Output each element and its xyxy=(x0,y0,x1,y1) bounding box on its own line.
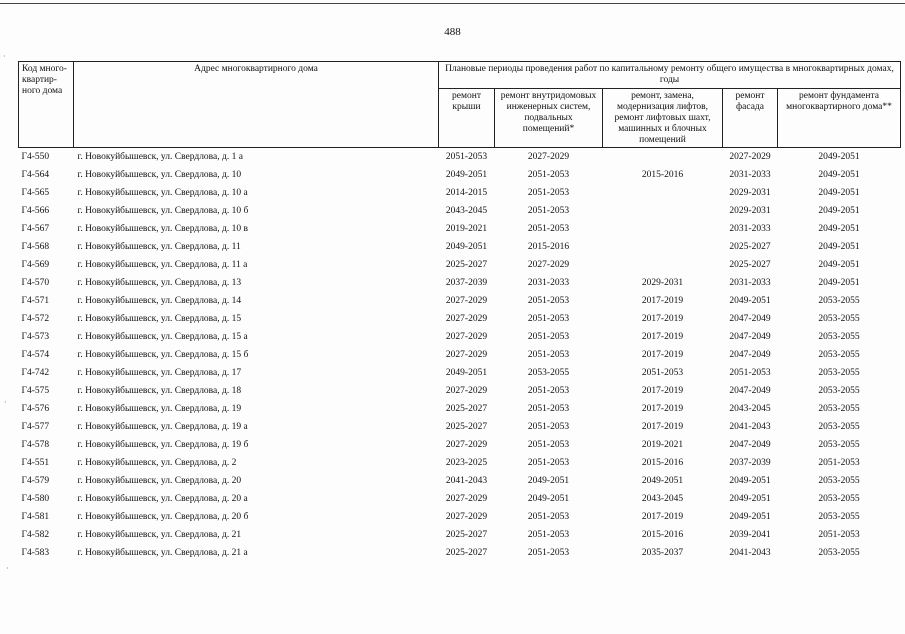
cell-elevators xyxy=(603,202,723,220)
cell-systems: 2051-2053 xyxy=(527,458,570,468)
cell-systems: 2015-2016 xyxy=(527,242,570,252)
table-row xyxy=(19,544,901,562)
cell-code: Г4-579 xyxy=(21,476,50,486)
cell-elevators xyxy=(603,184,723,202)
cell-systems: 2051-2053 xyxy=(527,548,570,558)
cell-elevators: 2049-2051 xyxy=(641,476,684,486)
cell-foundation: 2049-2051 xyxy=(818,170,860,180)
cell-roof: 2027-2029 xyxy=(445,332,488,342)
cell-roof: 2049-2051 xyxy=(445,368,488,378)
table-row xyxy=(19,220,901,238)
cell-facade: 2047-2049 xyxy=(729,350,771,360)
table-row xyxy=(19,166,901,184)
cell-facade: 2049-2051 xyxy=(729,494,771,504)
cell-roof: 2025-2027 xyxy=(445,404,488,414)
cell-code: Г4-572 xyxy=(21,314,50,324)
cell-systems: 2051-2053 xyxy=(527,404,570,414)
cell-address: г. Новокуйбышевск, ул. Свердлова, д. 1 а xyxy=(77,152,243,162)
cell-facade: 2029-2031 xyxy=(729,188,771,198)
cell-foundation: 2049-2051 xyxy=(818,206,860,216)
table-row xyxy=(19,490,901,508)
cell-systems: 2051-2053 xyxy=(527,350,570,360)
cell-foundation: 2053-2055 xyxy=(818,422,860,432)
cell-code: Г4-565 xyxy=(21,188,50,198)
cell-elevators: 2015-2016 xyxy=(641,458,684,468)
cell-roof: 2025-2027 xyxy=(445,422,488,432)
cell-elevators: 2015-2016 xyxy=(641,530,684,540)
cell-address: г. Новокуйбышевск, ул. Свердлова, д. 10 в xyxy=(77,224,248,234)
cell-facade: 2031-2033 xyxy=(729,278,771,288)
table-header xyxy=(19,62,901,148)
cell-foundation: 2053-2055 xyxy=(818,512,860,522)
table-row xyxy=(19,184,901,202)
table-row xyxy=(19,148,901,167)
cell-roof: 2027-2029 xyxy=(445,350,488,360)
cell-code: Г4-742 xyxy=(21,368,50,378)
cell-facade: 2029-2031 xyxy=(729,206,771,216)
cell-code: Г4-575 xyxy=(21,386,50,396)
cell-facade: 2031-2033 xyxy=(729,170,771,180)
cell-roof: 2027-2029 xyxy=(445,494,488,504)
cell-facade: 2025-2027 xyxy=(729,260,771,270)
cell-systems: 2051-2053 xyxy=(527,188,570,198)
cell-address: г. Новокуйбышевск, ул. Свердлова, д. 20 б xyxy=(77,512,249,522)
table-row xyxy=(19,400,901,418)
table-row xyxy=(19,328,901,346)
table-row xyxy=(19,436,901,454)
cell-foundation: 2049-2051 xyxy=(818,278,860,288)
cell-foundation: 2049-2051 xyxy=(818,188,860,198)
cell-address: г. Новокуйбышевск, ул. Свердлова, д. 10 а xyxy=(77,188,248,198)
cell-systems: 2051-2053 xyxy=(527,224,570,234)
cell-systems: 2051-2053 xyxy=(527,512,570,522)
cell-address: г. Новокуйбышевск, ул. Свердлова, д. 20 а xyxy=(77,494,248,504)
cell-systems: 2051-2053 xyxy=(527,314,570,324)
cell-code: Г4-576 xyxy=(21,404,50,414)
cell-code: Г4-577 xyxy=(21,422,50,432)
cell-code: Г4-551 xyxy=(21,458,50,468)
cell-roof: 2041-2043 xyxy=(445,476,488,486)
cell-elevators xyxy=(603,220,723,238)
table-row xyxy=(19,526,901,544)
cell-systems: 2051-2053 xyxy=(527,386,570,396)
cell-elevators: 2017-2019 xyxy=(641,404,684,414)
cell-address: г. Новокуйбышевск, ул. Свердлова, д. 18 xyxy=(77,386,242,396)
cell-address: г. Новокуйбышевск, ул. Свердлова, д. 14 xyxy=(77,296,242,306)
cell-address: г. Новокуйбышевск, ул. Свердлова, д. 19 а xyxy=(77,422,248,432)
cell-foundation: 2053-2055 xyxy=(818,314,860,324)
cell-address: г. Новокуйбышевск, ул. Свердлова, д. 19 б xyxy=(77,440,249,450)
header-roof: ремонт крыши xyxy=(439,89,495,148)
cell-systems: 2049-2051 xyxy=(527,494,570,504)
cell-foundation: 2053-2055 xyxy=(818,368,860,378)
cell-code: Г4-564 xyxy=(21,170,50,180)
cell-foundation: 2053-2055 xyxy=(818,404,860,414)
cell-roof: 2027-2029 xyxy=(445,296,488,306)
table-row xyxy=(19,238,901,256)
margin-mark: · xyxy=(6,564,9,573)
cell-code: Г4-578 xyxy=(21,440,50,450)
cell-foundation: 2053-2055 xyxy=(818,386,860,396)
cell-address: г. Новокуйбышевск, ул. Свердлова, д. 11 а xyxy=(77,260,248,270)
table-row xyxy=(19,472,901,490)
cell-facade: 2041-2043 xyxy=(729,548,771,558)
cell-code: Г4-569 xyxy=(21,260,50,270)
cell-address: г. Новокуйбышевск, ул. Свердлова, д. 19 xyxy=(77,404,242,414)
cell-elevators: 2017-2019 xyxy=(641,296,684,306)
cell-code: Г4-571 xyxy=(21,296,50,306)
cell-facade: 2025-2027 xyxy=(729,242,771,252)
cell-elevators xyxy=(603,256,723,274)
header-systems: ремонт внутридомовых инженерных систем, подвальных помещений* xyxy=(495,89,603,148)
cell-facade: 2049-2051 xyxy=(729,476,771,486)
repair-schedule-table-area xyxy=(18,61,900,562)
cell-systems: 2051-2053 xyxy=(527,170,570,180)
cell-address: г. Новокуйбышевск, ул. Свердлова, д. 10 xyxy=(77,170,242,180)
cell-roof: 2027-2029 xyxy=(445,386,488,396)
cell-facade: 2027-2029 xyxy=(729,152,771,162)
cell-foundation: 2049-2051 xyxy=(818,260,860,270)
cell-address: г. Новокуйбышевск, ул. Свердлова, д. 13 xyxy=(77,278,242,288)
cell-roof: 2049-2051 xyxy=(445,170,488,180)
cell-elevators: 2019-2021 xyxy=(641,440,684,450)
cell-elevators: 2035-2037 xyxy=(641,548,684,558)
cell-elevators: 2017-2019 xyxy=(641,386,684,396)
cell-address: г. Новокуйбышевск, ул. Свердлова, д. 2 xyxy=(77,458,237,468)
cell-systems: 2027-2029 xyxy=(527,260,570,270)
cell-facade: 2043-2045 xyxy=(729,404,771,414)
cell-foundation: 2051-2053 xyxy=(818,530,860,540)
cell-roof: 2025-2027 xyxy=(445,530,488,540)
cell-roof: 2037-2039 xyxy=(445,278,488,288)
cell-code: Г4-550 xyxy=(21,152,50,162)
cell-code: Г4-568 xyxy=(21,242,50,252)
cell-systems: 2049-2051 xyxy=(527,476,570,486)
cell-facade: 2047-2049 xyxy=(729,440,771,450)
page-number: 488 xyxy=(444,26,461,38)
table-row xyxy=(19,346,901,364)
table-row xyxy=(19,382,901,400)
cell-address: г. Новокуйбышевск, ул. Свердлова, д. 21 xyxy=(77,530,242,540)
cell-elevators xyxy=(603,148,723,167)
cell-address: г. Новокуйбышевск, ул. Свердлова, д. 21 а xyxy=(77,548,248,558)
table-row xyxy=(19,508,901,526)
cell-roof: 2049-2051 xyxy=(445,242,488,252)
cell-facade: 2049-2051 xyxy=(729,296,771,306)
cell-address: г. Новокуйбышевск, ул. Свердлова, д. 11 xyxy=(77,242,241,252)
cell-foundation: 2049-2051 xyxy=(818,152,860,162)
table-row xyxy=(19,310,901,328)
header-foundation: ремонт фундамента многоквартирного дома** xyxy=(778,89,901,148)
cell-facade: 2047-2049 xyxy=(729,386,771,396)
cell-roof: 2014-2015 xyxy=(445,188,488,198)
table-row xyxy=(19,418,901,436)
header-elevators: ремонт, замена, модернизация лифтов, ремонт лифтовых шахт, машинных и блочных помещений xyxy=(603,89,723,148)
cell-facade: 2051-2053 xyxy=(729,368,771,378)
cell-systems: 2051-2053 xyxy=(527,296,570,306)
cell-facade: 2049-2051 xyxy=(729,512,771,522)
cell-code: Г4-567 xyxy=(21,224,50,234)
cell-systems: 2053-2055 xyxy=(527,368,570,378)
cell-facade: 2039-2041 xyxy=(729,530,771,540)
cell-foundation: 2053-2055 xyxy=(818,548,860,558)
cell-systems: 2031-2033 xyxy=(527,278,570,288)
top-rule xyxy=(0,3,905,4)
cell-foundation: 2053-2055 xyxy=(818,476,860,486)
cell-code: Г4-581 xyxy=(21,512,50,522)
table-row xyxy=(19,364,901,382)
cell-facade: 2041-2043 xyxy=(729,422,771,432)
cell-address: г. Новокуйбышевск, ул. Свердлова, д. 10 б xyxy=(77,206,249,216)
cell-roof: 2027-2029 xyxy=(445,512,488,522)
cell-systems: 2051-2053 xyxy=(527,440,570,450)
cell-foundation: 2053-2055 xyxy=(818,494,860,504)
cell-address: г. Новокуйбышевск, ул. Свердлова, д. 15 б xyxy=(77,350,249,360)
cell-systems: 2027-2029 xyxy=(527,152,570,162)
cell-address: г. Новокуйбышевск, ул. Свердлова, д. 15 xyxy=(77,314,242,324)
cell-address: г. Новокуйбышевск, ул. Свердлова, д. 17 xyxy=(77,368,242,378)
repair-schedule-table xyxy=(18,61,901,562)
header-facade: ремонт фасада xyxy=(723,89,778,148)
cell-elevators: 2017-2019 xyxy=(641,332,684,342)
cell-address: г. Новокуйбышевск, ул. Свердлова, д. 15 а xyxy=(77,332,248,342)
cell-elevators: 2043-2045 xyxy=(641,494,684,504)
header-code: Код много-квартир-ного дома xyxy=(19,62,74,148)
cell-foundation: 2049-2051 xyxy=(818,224,860,234)
cell-code: Г4-574 xyxy=(21,350,50,360)
cell-elevators: 2029-2031 xyxy=(641,278,684,288)
cell-facade: 2047-2049 xyxy=(729,314,771,324)
cell-elevators xyxy=(603,238,723,256)
table-row xyxy=(19,454,901,472)
cell-foundation: 2049-2051 xyxy=(818,242,860,252)
table-body xyxy=(19,148,901,563)
cell-elevators: 2015-2016 xyxy=(641,170,684,180)
cell-elevators: 2017-2019 xyxy=(641,512,684,522)
cell-roof: 2027-2029 xyxy=(445,314,488,324)
cell-elevators: 2017-2019 xyxy=(641,422,684,432)
cell-systems: 2051-2053 xyxy=(527,422,570,432)
cell-roof: 2019-2021 xyxy=(445,224,488,234)
cell-systems: 2051-2053 xyxy=(527,206,570,216)
cell-roof: 2025-2027 xyxy=(445,548,488,558)
cell-facade: 2047-2049 xyxy=(729,332,771,342)
cell-systems: 2051-2053 xyxy=(527,332,570,342)
cell-foundation: 2053-2055 xyxy=(818,350,860,360)
table-row xyxy=(19,202,901,220)
margin-mark: · xyxy=(4,398,7,407)
cell-facade: 2031-2033 xyxy=(729,224,771,234)
cell-roof: 2051-2053 xyxy=(445,152,488,162)
cell-code: Г4-573 xyxy=(21,332,50,342)
cell-foundation: 2053-2055 xyxy=(818,440,860,450)
cell-code: Г4-583 xyxy=(21,548,50,558)
cell-systems: 2051-2053 xyxy=(527,530,570,540)
table-row xyxy=(19,256,901,274)
cell-foundation: 2053-2055 xyxy=(818,296,860,306)
cell-code: Г4-582 xyxy=(21,530,50,540)
cell-facade: 2037-2039 xyxy=(729,458,771,468)
cell-foundation: 2051-2053 xyxy=(818,458,860,468)
cell-code: Г4-580 xyxy=(21,494,50,504)
cell-elevators: 2051-2053 xyxy=(641,368,684,378)
cell-code: Г4-570 xyxy=(21,278,50,288)
cell-elevators: 2017-2019 xyxy=(641,314,684,324)
cell-roof: 2025-2027 xyxy=(445,260,488,270)
cell-roof: 2027-2029 xyxy=(445,440,488,450)
cell-foundation: 2053-2055 xyxy=(818,332,860,342)
table-row xyxy=(19,274,901,292)
cell-address: г. Новокуйбышевск, ул. Свердлова, д. 20 xyxy=(77,476,242,486)
margin-mark: · xyxy=(3,52,6,61)
header-periods: Плановые периоды проведения работ по капитальному ремонту общего имущества в многоквартирных домах, годы xyxy=(439,62,901,89)
table-row xyxy=(19,292,901,310)
cell-elevators: 2017-2019 xyxy=(641,350,684,360)
cell-roof: 2023-2025 xyxy=(445,458,488,468)
header-address: Адрес многоквартирного дома xyxy=(74,62,439,148)
cell-code: Г4-566 xyxy=(21,206,50,216)
cell-roof: 2043-2045 xyxy=(445,206,488,216)
